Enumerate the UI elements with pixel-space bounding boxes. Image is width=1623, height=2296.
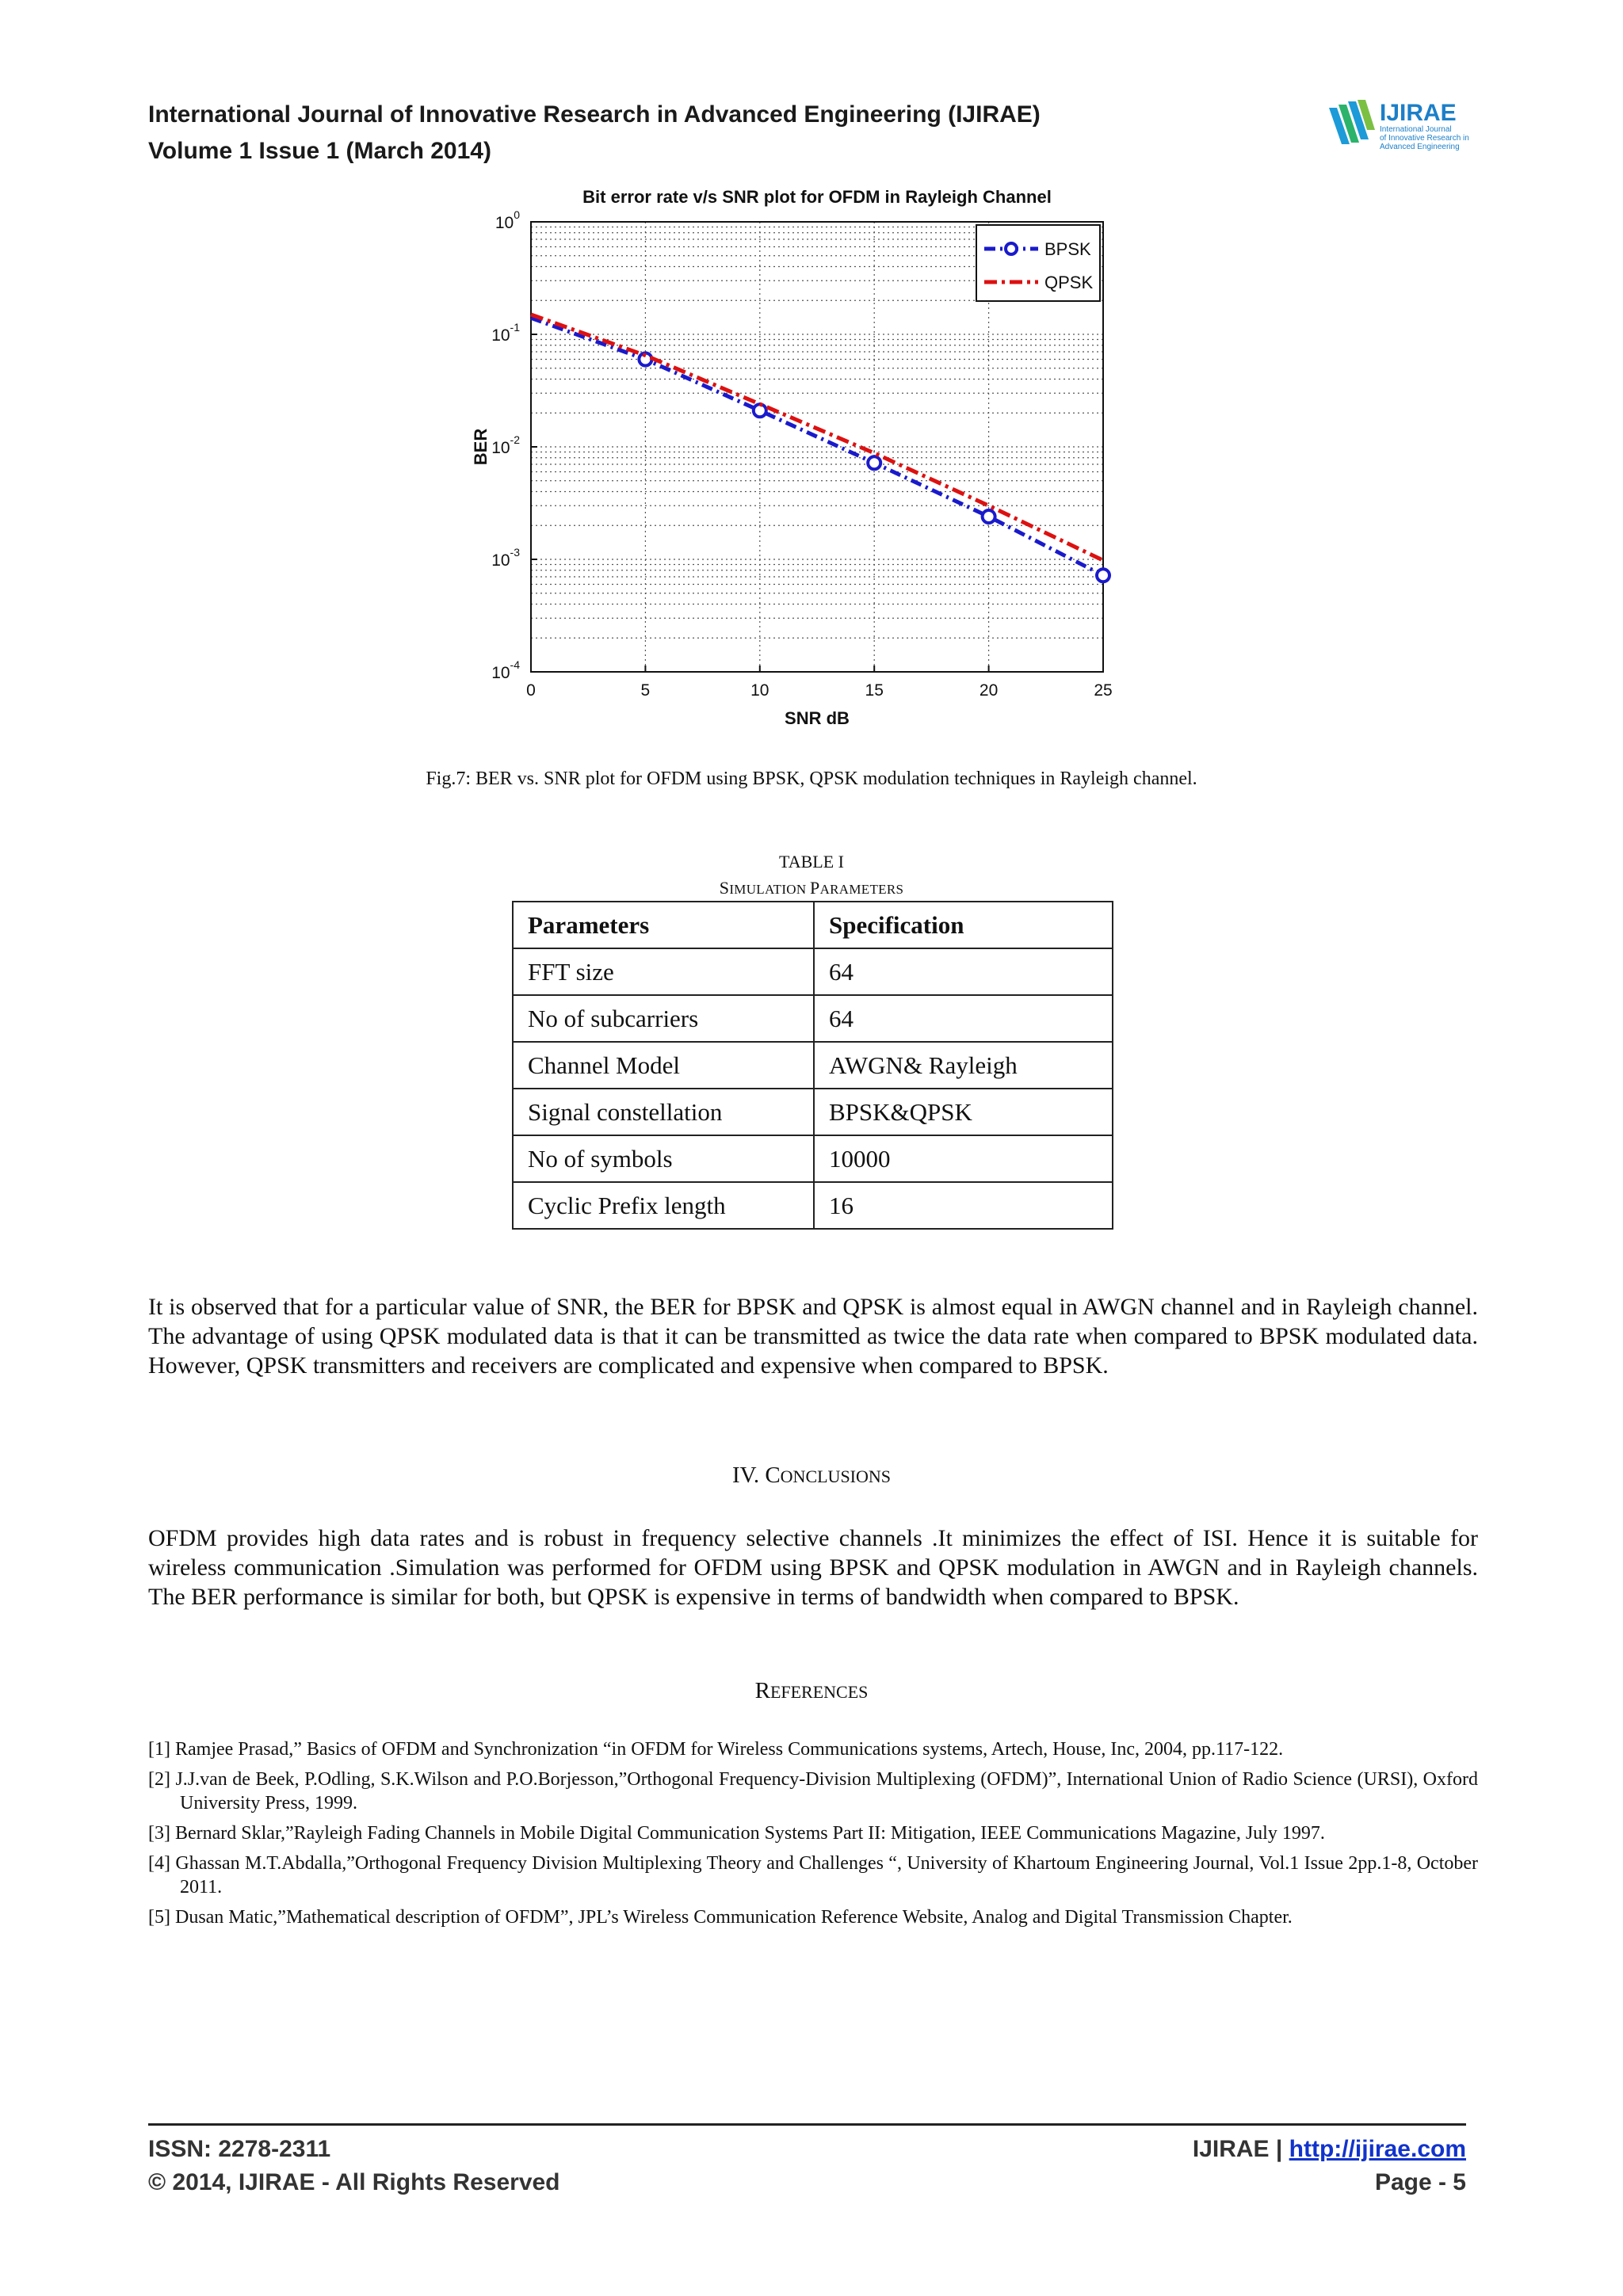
table-cell: 64 [814,948,1113,995]
simulation-parameters-table [512,901,1113,1230]
table-cell: No of subcarriers [513,995,814,1042]
x-tick-label: 5 [640,681,651,700]
journal-volume: Volume 1 Issue 1 (March 2014) [148,138,491,164]
table-cell: Signal constellation [513,1089,814,1135]
footer-divider [148,2123,1466,2126]
journal-header [148,97,1041,170]
footer-journal-link [1193,2136,1466,2163]
data-point-bpsk [1097,569,1109,582]
logo-stripes-icon [1329,100,1375,144]
table-row [513,1042,1113,1089]
table-label: TABLE I [779,852,844,871]
reference-item: [2] J.J.van de Beek, P.Odling, S.K.Wilson and P.O.Borjesson,”Orthogonal Frequency-Division Multiplexing (OFDM)”, International Union of Radio Science (URSI), Oxford University Press, 1999. [148,1769,1478,1814]
table-cell: 10000 [814,1135,1113,1182]
legend-marker-bpsk [1006,243,1017,254]
y-tick-label: $10^0$ [495,208,520,232]
logo-sub-2: of Innovative Research in [1380,134,1469,143]
table-cell: Cyclic Prefix length [513,1182,814,1229]
x-tick-label: 0 [526,681,536,700]
footer-page-number: Page - 5 [1374,2169,1466,2195]
x-tick-label: 15 [865,681,884,700]
table-cell: AWGN& Rayleigh [814,1042,1113,1089]
journal-title: International Journal of Innovative Research in Advanced Engineering (IJIRAE) [148,101,1041,128]
ber-chart-svg [452,181,1133,743]
figure-caption: Fig.7: BER vs. SNR plot for OFDM using BPSK, QPSK modulation techniques in Rayleigh channel. [426,769,1197,789]
table-header-cell: Parameters [513,902,814,948]
conclusions-paragraph: OFDM provides high data rates and is robust in frequency selective channels .It minimizes the effect of ISI. Hence it is suitable for wireless communication .Simulation was performed for OFDM using BPSK and QPSK modulation in AWGN and in Rayleigh channels. The BER performance is similar for both, but QPSK is expensive in terms of bandwidth when compared to BPSK. [148,1525,1478,1610]
footer-issn: ISSN: 2278-2311 [148,2136,331,2162]
reference-list [148,1737,1478,1936]
data-point-bpsk [868,456,880,469]
table-row [513,1089,1113,1135]
y-axis-label: BER [471,428,491,466]
table-row [513,995,1113,1042]
x-tick-label: 25 [1094,681,1113,700]
legend-label-bpsk: BPSK [1044,239,1091,259]
footer-journal-abbr: IJIRAE | [1192,2136,1283,2162]
y-tick-label: $10^{-3}$ [491,546,520,570]
logo-sub-1: International Journal [1380,125,1452,134]
table-cell: FFT size [513,948,814,995]
table-title: SIMULATION PARAMETERS [719,878,904,898]
journal-url-link[interactable]: http://ijirae.com [1289,2136,1466,2162]
table-row [513,948,1113,995]
table-row [513,1182,1113,1229]
table-cell: 16 [814,1182,1113,1229]
x-axis-label: SNR dB [785,708,850,728]
chart-title: Bit error rate v/s SNR plot for OFDM in Rayleigh Channel [582,187,1052,207]
logo-text: IJIRAE [1380,100,1457,126]
reference-item: [4] Ghassan M.T.Abdalla,”Orthogonal Frequency Division Multiplexing Theory and Challenges “, University of Khartoum Engineering Journal, Vol.1 Issue 2pp.1-8, October 2011. [148,1853,1478,1897]
table-header-cell: Specification [814,902,1113,948]
legend-label-qpsk: QPSK [1044,273,1094,292]
footer-copyright: © 2014, IJIRAE - All Rights Reserved [148,2169,560,2195]
table-cell: BPSK&QPSK [814,1089,1113,1135]
section-heading-references: REFERENCES [754,1678,869,1703]
ber-chart [452,181,1133,743]
x-tick-label: 10 [750,681,769,700]
data-point-bpsk [983,510,995,523]
table-header-row [513,902,1113,948]
y-tick-label: $10^{-2}$ [491,433,520,457]
x-tick-label: 20 [979,681,999,700]
table-row [513,1135,1113,1182]
y-tick-label: $10^{-1}$ [491,321,520,345]
observation-paragraph: It is observed that for a particular value of SNR, the BER for BPSK and QPSK is almost equal in AWGN channel and in Rayleigh channel. The advantage of using QPSK modulated data is that it can be transmitted as twice the data rate when compared to BPSK modulated data. However, QPSK transmitters and receivers are complicated and expensive when compared to BPSK. [148,1294,1478,1379]
reference-item: [3] Bernard Sklar,”Rayleigh Fading Channels in Mobile Digital Communication Systems Part II: Mitigation, IEEE Communications Magazine, July 1997. [148,1823,1325,1844]
journal-logo [1326,93,1484,157]
reference-item: [5] Dusan Matic,”Mathematical description of OFDM”, JPL’s Wireless Communication Reference Website, Analog and Digital Transmission Chapter. [148,1907,1293,1928]
section-heading-conclusions: IV. CONCLUSIONS [731,1463,892,1488]
table-cell: No of symbols [513,1135,814,1182]
table-cell: Channel Model [513,1042,814,1089]
y-tick-label: $10^{-4}$ [491,658,520,682]
table-cell: 64 [814,995,1113,1042]
reference-item: [1] Ramjee Prasad,” Basics of OFDM and Synchronization “in OFDM for Wireless Communications systems, Artech, House, Inc, 2004, pp.117-122. [148,1739,1284,1760]
logo-sub-3: Advanced Engineering [1380,143,1460,151]
